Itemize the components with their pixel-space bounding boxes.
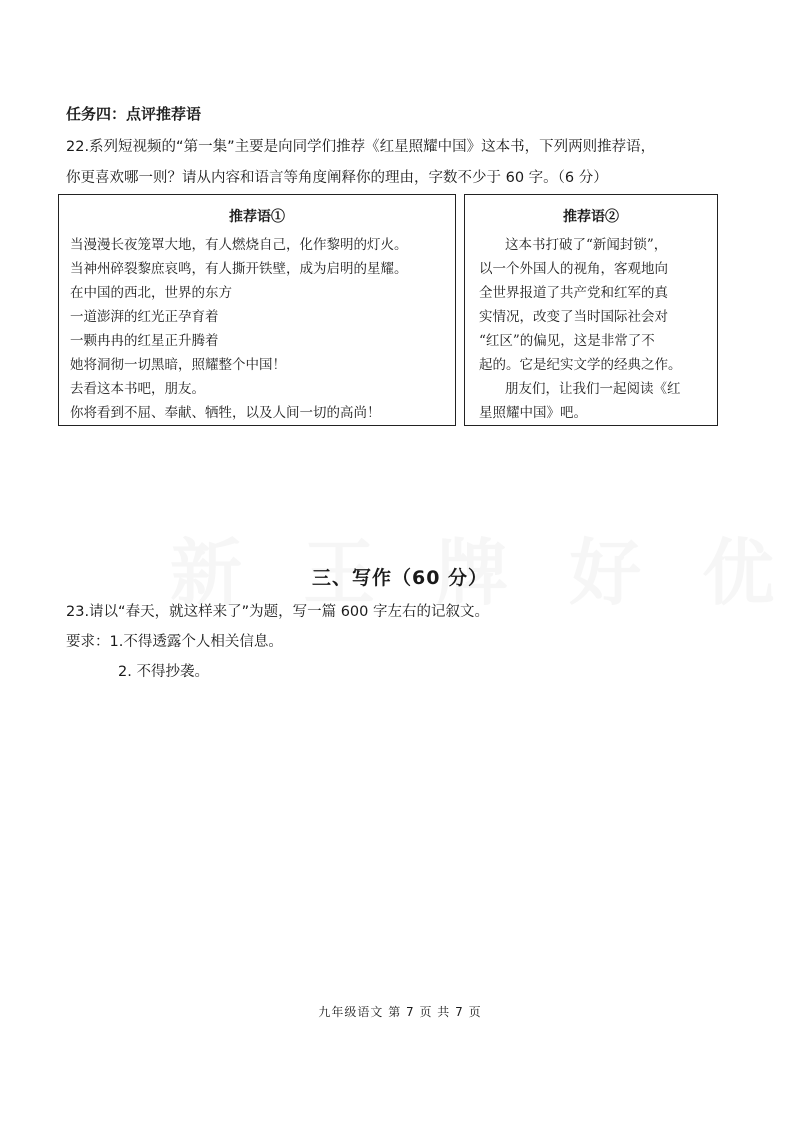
recommendation-1-line: 当神州碎裂黎庶哀鸣，有人撕开铁壁，成为启明的星耀。 [70,261,408,277]
recommendation-1-line: 她将洞彻一切黑暗，照耀整个中国！ [70,357,286,373]
recommendation-box-1 [58,194,456,426]
recommendation-2-line: 朋友们，让我们一起阅读《红 [505,381,681,397]
page-footer: 九年级语文 第 7 页 共 7 页 [318,1005,482,1019]
requirement-2: 2. 不得抄袭。 [118,664,209,680]
recommendation-box-2 [464,194,718,426]
recommendation-2-line: 全世界报道了共产党和红军的真 [479,285,668,301]
requirement-1: 要求：1.不得透露个人相关信息。 [66,634,283,650]
recommendation-2-line: “红区”的偏见，这是非常了不 [479,333,655,349]
recommendation-1-line: 你将看到不屈、奉献、牺牲，以及人间一切的高尚！ [70,405,381,421]
recommendation-2-line: 星照耀中国》吧。 [479,405,587,421]
recommendation-1-line: 在中国的西北，世界的东方 [70,285,232,301]
recommendation-1-title: 推荐语① [229,209,285,225]
recommendation-1-line: 一颗冉冉的红星正升腾着 [70,333,219,349]
recommendation-1-line: 去看这本书吧，朋友。 [70,381,205,397]
recommendation-1-line: 当漫漫长夜笼罩大地，有人燃烧自己，化作黎明的灯火。 [70,237,408,253]
recommendation-2-title: 推荐语② [563,209,619,225]
recommendation-2-line: 起的。它是纪实文学的经典之作。 [479,357,682,373]
question-23-prompt: 23.请以“春天，就这样来了”为题，写一篇 600 字左右的记叙文。 [66,604,489,620]
recommendation-2-line: 这本书打破了“新闻封锁”， [505,237,668,253]
recommendation-1-line: 一道澎湃的红光正孕育着 [70,309,219,325]
recommendation-2-line: 实情况，改变了当时国际社会对 [479,309,668,325]
section-title: 三、写作（60 分） [311,567,489,589]
question-22-line-1: 22.系列短视频的“第一集”主要是向同学们推荐《红星照耀中国》这本书，下列两则推荐语， [66,139,656,155]
recommendation-2-line: 以一个外国人的视角，客观地向 [479,261,668,277]
task-heading: 任务四：点评推荐语 [66,105,202,123]
question-22-line-2: 你更喜欢哪一则？请从内容和语言等角度阐释你的理由，字数不少于 60 字。（6 分） [66,170,608,186]
